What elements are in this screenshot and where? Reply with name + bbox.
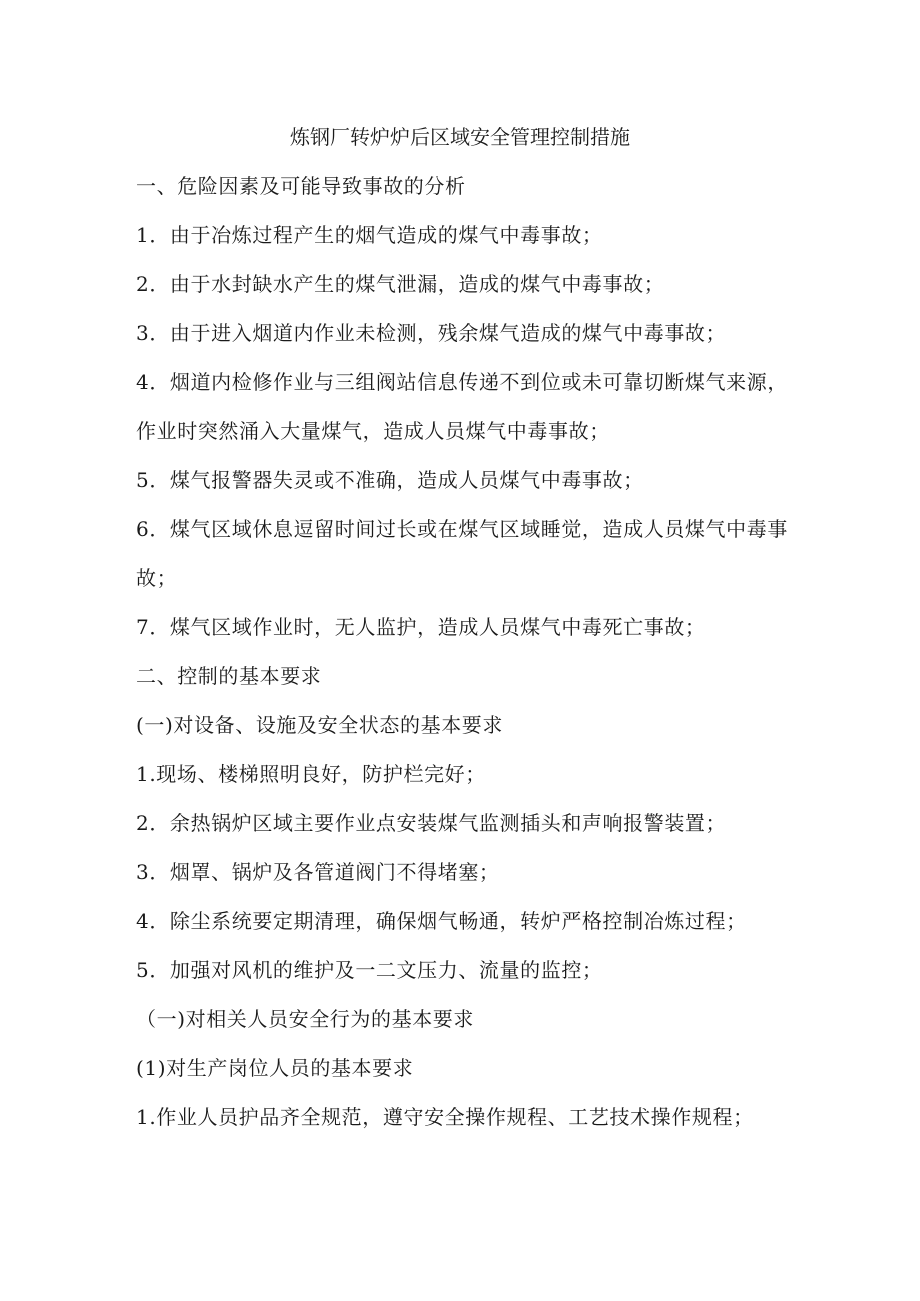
- equipment-item-2: 2．余热锅炉区域主要作业点安装煤气监测插头和声响报警装置；: [136, 811, 727, 835]
- subsection-personnel: （一)对相关人员安全行为的基本要求: [136, 1007, 475, 1031]
- hazard-item-6-line1: 6．煤气区域休息逗留时间过长或在煤气区域睡觉，造成人员煤气中毒事: [136, 517, 788, 541]
- hazard-item-4-line2: 作业时突然涌入大量煤气，造成人员煤气中毒事故；: [136, 419, 610, 443]
- hazard-item-2: 2．由于水封缺水产生的煤气泄漏，造成的煤气中毒事故；: [136, 272, 665, 296]
- equipment-item-3: 3．烟罩、锅炉及各管道阀门不得堵塞；: [136, 860, 500, 884]
- section-heading-requirements: 二、控制的基本要求: [136, 664, 322, 688]
- equipment-item-4: 4．除尘系统要定期清理，确保烟气畅通，转炉严格控制冶炼过程；: [136, 909, 747, 933]
- equipment-item-5: 5．加强对风机的维护及一二文压力、流量的监控；: [136, 958, 603, 982]
- hazard-item-7: 7．煤气区域作业时，无人监护，造成人员煤气中毒死亡事故；: [136, 615, 706, 639]
- hazard-item-5: 5．煤气报警器失灵或不准确，造成人员煤气中毒事故；: [136, 468, 644, 492]
- staff-item-1: 1.作业人员护品齐全规范，遵守安全操作规程、工艺技术操作规程；: [136, 1105, 754, 1129]
- equipment-item-1: 1.现场、楼梯照明良好，防护栏完好；: [136, 762, 486, 786]
- subsection-production-staff: (1)对生产岗位人员的基本要求: [136, 1056, 414, 1080]
- section-heading-hazards: 一、危险因素及可能导致事故的分析: [136, 174, 466, 198]
- hazard-item-6-line2: 故；: [136, 566, 178, 590]
- hazard-item-4-line1: 4．烟道内检修作业与三组阀站信息传递不到位或未可靠切断煤气来源，: [136, 370, 788, 394]
- hazard-item-1: 1．由于冶炼过程产生的烟气造成的煤气中毒事故；: [136, 223, 603, 247]
- subsection-equipment: (一)对设备、设施及安全状态的基本要求: [136, 713, 504, 737]
- document-title: 炼钢厂转炉炉后区域安全管理控制措施: [290, 125, 630, 149]
- hazard-item-3: 3．由于进入烟道内作业未检测，残余煤气造成的煤气中毒事故；: [136, 321, 727, 345]
